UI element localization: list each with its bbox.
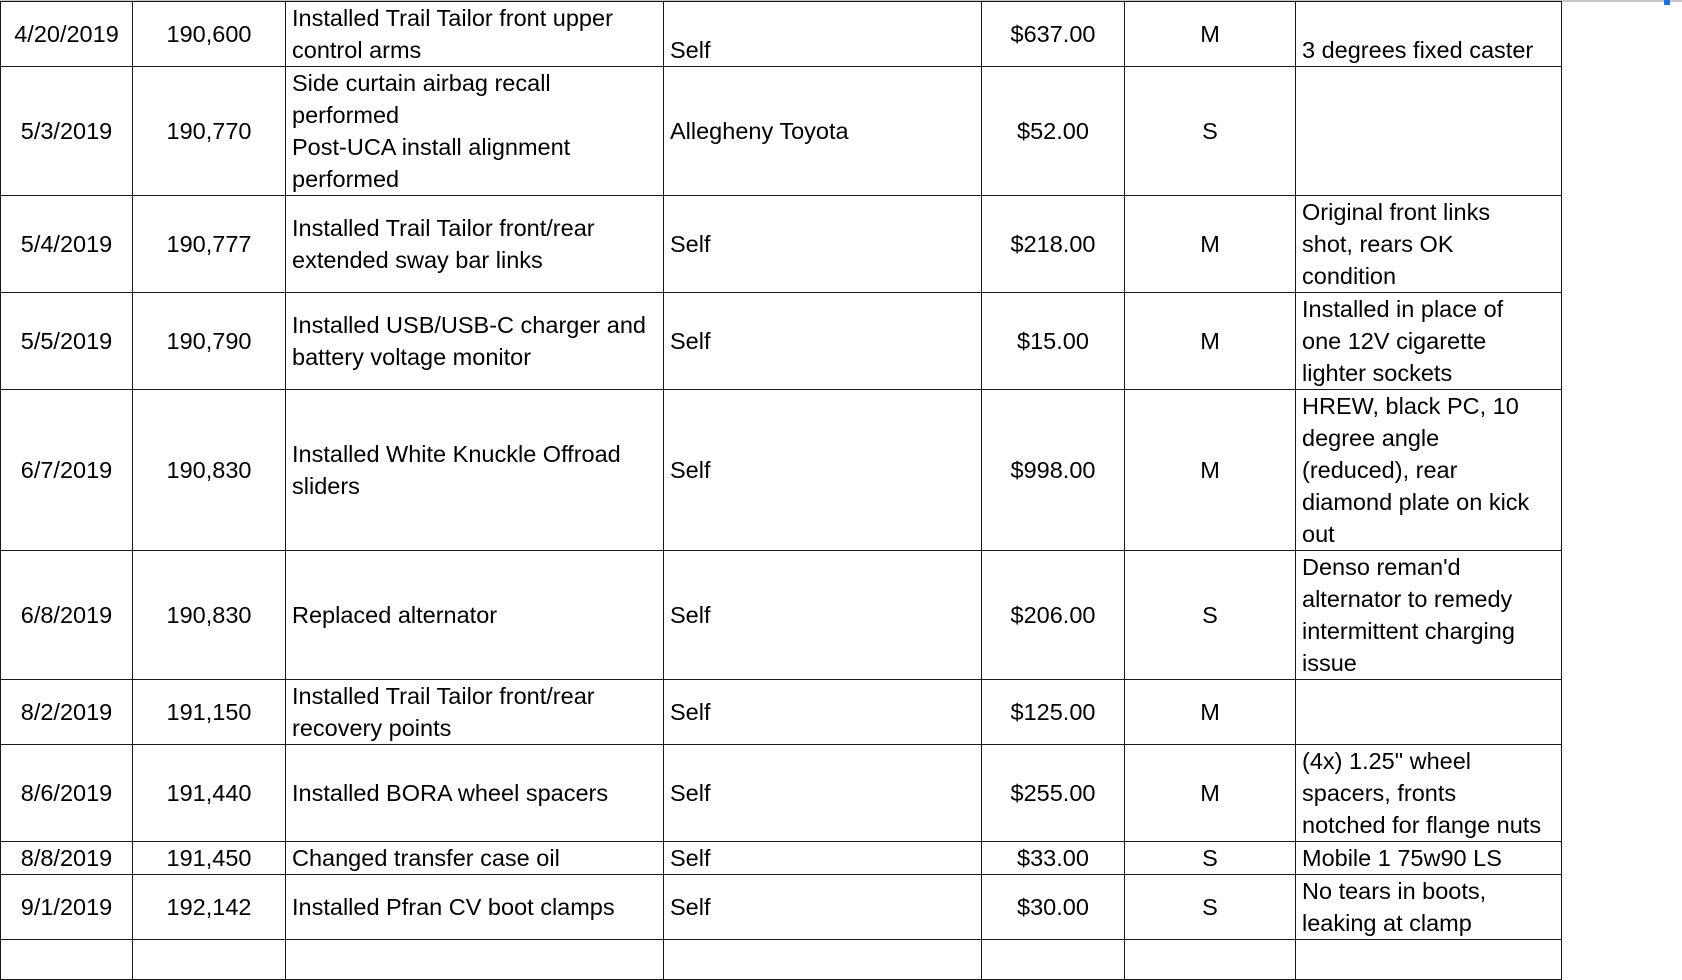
date-cell[interactable]: 5/5/2019 (1, 293, 133, 390)
table-row (1, 875, 1562, 940)
date-cell[interactable]: 8/6/2019 (1, 745, 133, 842)
maintenance-log-sheet (0, 1, 1562, 980)
table-row (1, 551, 1562, 680)
description-cell[interactable]: Installed Trail Tailor front/rear recovery points (286, 680, 664, 745)
performed-by-cell[interactable]: Self (664, 293, 982, 390)
table-row (1, 842, 1562, 875)
date-cell[interactable]: 4/20/2019 (1, 2, 133, 67)
description-cell[interactable]: Installed Trail Tailor front upper control arms (286, 2, 664, 67)
mileage-cell[interactable]: 192,142 (133, 875, 286, 940)
description-cell[interactable]: Installed USB/USB-C charger and battery voltage monitor (286, 293, 664, 390)
date-cell[interactable]: 5/4/2019 (1, 196, 133, 293)
type-cell[interactable]: S (1125, 875, 1296, 940)
mileage-cell[interactable]: 190,600 (133, 2, 286, 67)
mileage-cell[interactable]: 191,150 (133, 680, 286, 745)
performed-by-cell[interactable]: Self (664, 390, 982, 551)
type-cell[interactable]: S (1125, 842, 1296, 875)
description-cell[interactable]: Side curtain airbag recall performed Post-UCA install alignment performed (286, 67, 664, 196)
performed-by-cell[interactable]: Self (664, 745, 982, 842)
performed-by-cell[interactable]: Self (664, 680, 982, 745)
type-cell[interactable]: M (1125, 745, 1296, 842)
cost-cell[interactable]: $30.00 (982, 875, 1125, 940)
performed-by-cell[interactable]: Allegheny Toyota (664, 67, 982, 196)
table-row (1, 293, 1562, 390)
description-cell[interactable]: Changed transfer case oil (286, 842, 664, 875)
cost-cell[interactable]: $998.00 (982, 390, 1125, 551)
mileage-cell[interactable]: 190,790 (133, 293, 286, 390)
mileage-cell[interactable]: 190,830 (133, 551, 286, 680)
table-row (1, 680, 1562, 745)
description-cell[interactable]: Replaced alternator (286, 551, 664, 680)
cost-cell[interactable]: $637.00 (982, 2, 1125, 67)
notes-cell[interactable] (1296, 67, 1562, 196)
table-row (1, 67, 1562, 196)
type-cell[interactable]: M (1125, 196, 1296, 293)
description-cell[interactable]: Installed Trail Tailor front/rear extended sway bar links (286, 196, 664, 293)
cost-cell[interactable]: $206.00 (982, 551, 1125, 680)
selection-fill-handle[interactable] (1664, 0, 1670, 5)
description-cell[interactable]: Installed BORA wheel spacers (286, 745, 664, 842)
type-cell[interactable]: M (1125, 2, 1296, 67)
cost-cell[interactable]: $33.00 (982, 842, 1125, 875)
table-row (1, 390, 1562, 551)
date-cell[interactable]: 8/8/2019 (1, 842, 133, 875)
type-cell[interactable]: M (1125, 293, 1296, 390)
performed-by-cell[interactable]: Self (664, 551, 982, 680)
notes-cell[interactable]: 3 degrees fixed caster (1296, 2, 1562, 67)
cost-cell[interactable]: $15.00 (982, 293, 1125, 390)
mileage-cell[interactable]: 190,777 (133, 196, 286, 293)
date-cell[interactable]: 8/2/2019 (1, 680, 133, 745)
notes-cell[interactable] (1296, 680, 1562, 745)
date-cell[interactable]: 6/8/2019 (1, 551, 133, 680)
notes-cell[interactable]: Installed in place of one 12V cigarette lighter sockets (1296, 293, 1562, 390)
cost-cell[interactable]: $218.00 (982, 196, 1125, 293)
cost-cell[interactable]: $125.00 (982, 680, 1125, 745)
type-cell[interactable]: S (1125, 551, 1296, 680)
notes-cell[interactable]: HREW, black PC, 10 degree angle (reduced), rear diamond plate on kick out (1296, 390, 1562, 551)
sheet-body (1, 2, 1562, 980)
mileage-cell[interactable]: 190,830 (133, 390, 286, 551)
table-row (1, 2, 1562, 67)
cost-cell[interactable]: $255.00 (982, 745, 1125, 842)
performed-by-cell[interactable]: Self (664, 842, 982, 875)
notes-cell[interactable]: Denso reman'd alternator to remedy intermittent charging issue (1296, 551, 1562, 680)
mileage-cell[interactable]: 191,440 (133, 745, 286, 842)
table-row (1, 196, 1562, 293)
table-row (1, 745, 1562, 842)
description-cell[interactable]: Installed White Knuckle Offroad sliders (286, 390, 664, 551)
cost-cell[interactable]: $52.00 (982, 67, 1125, 196)
type-cell[interactable]: M (1125, 390, 1296, 551)
performed-by-cell[interactable]: Self (664, 875, 982, 940)
notes-cell[interactable]: Original front links shot, rears OK condition (1296, 196, 1562, 293)
notes-cell[interactable]: No tears in boots, leaking at clamp (1296, 875, 1562, 940)
description-cell[interactable]: Installed Pfran CV boot clamps (286, 875, 664, 940)
notes-cell[interactable]: (4x) 1.25" wheel spacers, fronts notched for flange nuts (1296, 745, 1562, 842)
mileage-cell[interactable]: 191,450 (133, 842, 286, 875)
type-cell[interactable]: S (1125, 67, 1296, 196)
date-cell[interactable]: 6/7/2019 (1, 390, 133, 551)
performed-by-cell[interactable]: Self (664, 196, 982, 293)
type-cell[interactable]: M (1125, 680, 1296, 745)
date-cell[interactable]: 9/1/2019 (1, 875, 133, 940)
performed-by-cell[interactable]: Self (664, 2, 982, 67)
date-cell[interactable]: 5/3/2019 (1, 67, 133, 196)
notes-cell[interactable]: Mobile 1 75w90 LS (1296, 842, 1562, 875)
mileage-cell[interactable]: 190,770 (133, 67, 286, 196)
